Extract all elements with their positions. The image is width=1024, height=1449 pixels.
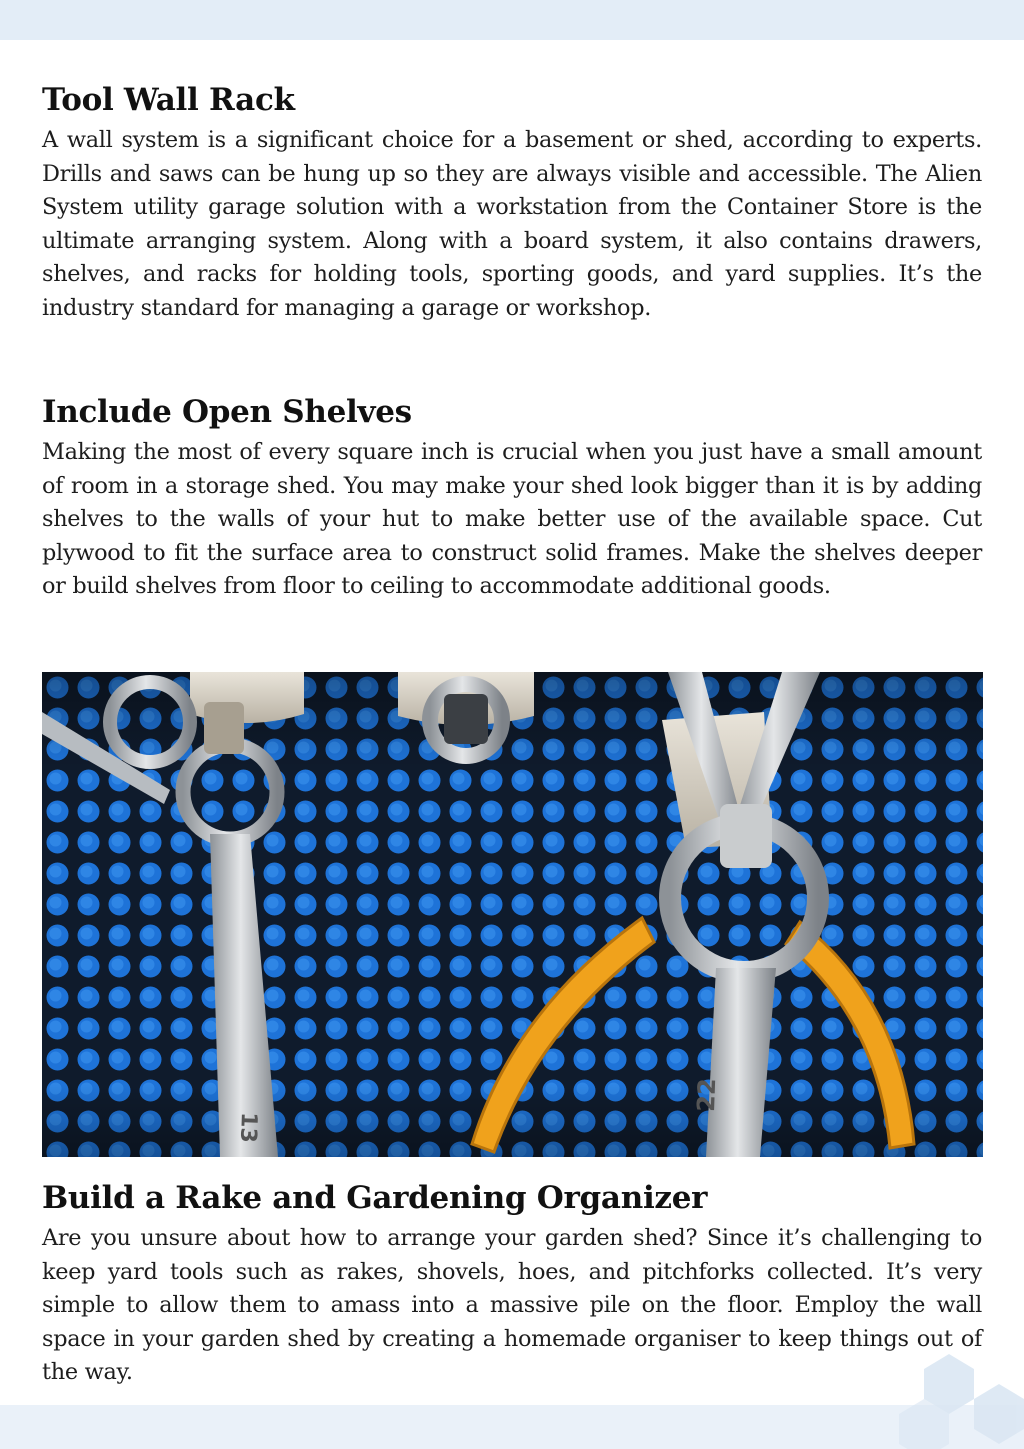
section-heading: Include Open Shelves: [42, 394, 412, 430]
wrench-size-mark: 13: [234, 1111, 261, 1144]
section-open-shelves: [42, 392, 982, 604]
section-rake-organizer: [42, 1178, 982, 1390]
section-body: Are you unsure about how to arrange your garden shed? Since it’s challenging to keep yard tools such as rakes, shovels, hoes, and pitchforks collected. It’s very simple to allow them to amass into a massive pile on the floor. Employ the wall space in your garden shed by creating a homemade organiser to keep things out of the way.: [42, 1225, 982, 1385]
section-body: A wall system is a significant choice for a basement or shed, according to experts. Drills and saws can be hung up so they are always visible and accessible. The Alien System utility garage solution with a workstation from the Container Store is the ultimate arranging system. Along with a board system, it also contains drawers, shelves, and racks for holding tools, sporting goods, and yard supplies. It’s the industry standard for managing a garage or workshop.: [42, 127, 982, 321]
section-body: Making the most of every square inch is crucial when you just have a small amount of room in a storage shed. You may make your shed look bigger than it is by adding shelves to the walls of your hut to make better use of the available space. Cut plywood to fit the surface area to construct solid frames. Make the shelves deeper or build shelves from floor to ceiling to accommodate additional goods.: [42, 439, 982, 599]
header-band: [0, 0, 1024, 40]
section-tool-wall-rack: [42, 80, 982, 325]
section-heading: Tool Wall Rack: [42, 82, 295, 118]
hexagon-decoration-icon: [864, 1329, 1024, 1449]
section-heading: Build a Rake and Gardening Organizer: [42, 1180, 708, 1216]
tools-pegboard-photo: [42, 672, 983, 1157]
wrench-size-mark: 22: [692, 1077, 722, 1113]
